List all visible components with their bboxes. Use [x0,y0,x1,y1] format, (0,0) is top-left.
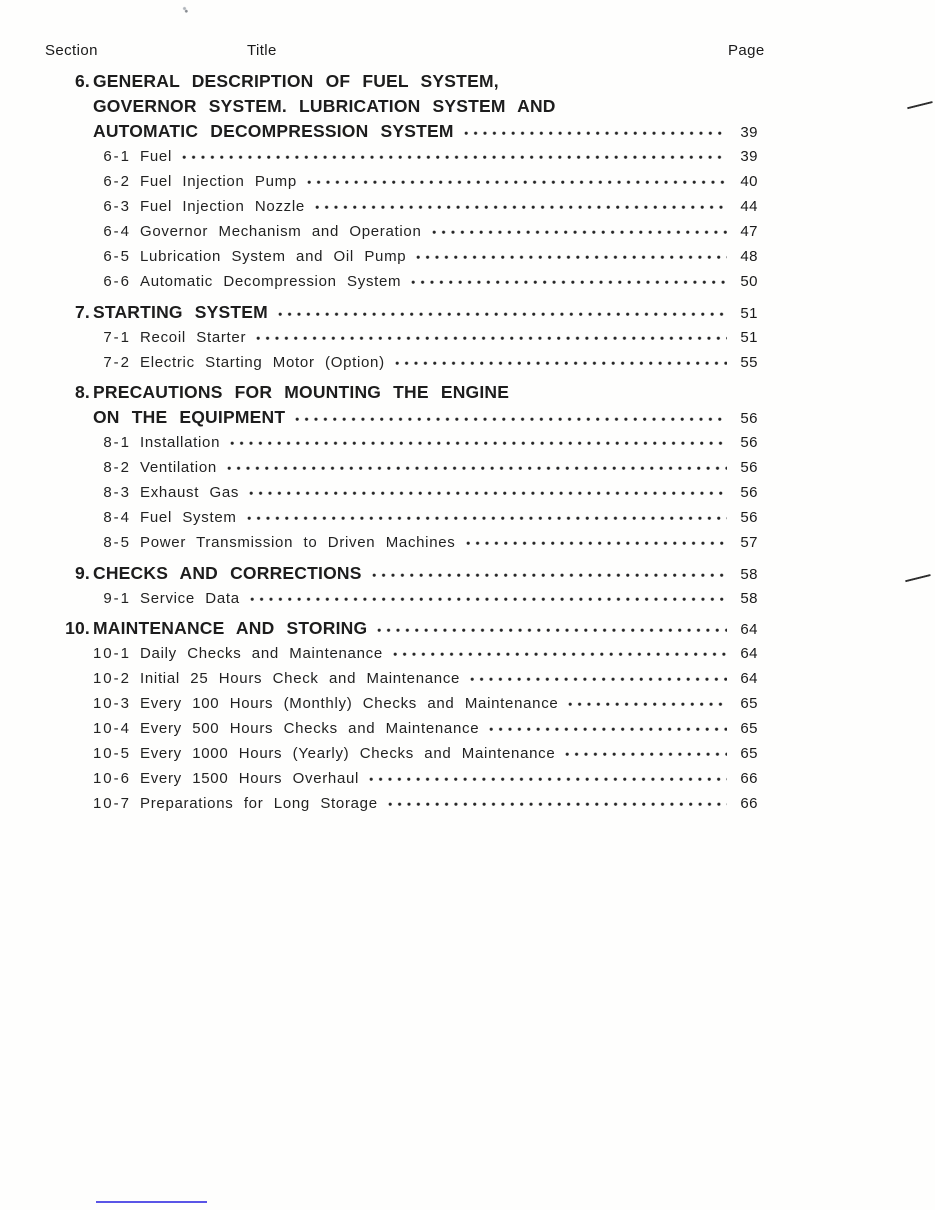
item-title: Installation [140,434,221,451]
page-number: 51 [740,328,758,346]
bottom-blue-underline [96,1201,207,1203]
toc-item [60,766,758,791]
page-number: 56 [740,509,758,526]
page-number: 40 [740,173,758,190]
item-number: 6-5 [103,248,131,265]
page-number: 58 [740,589,758,607]
item-title: Daily Checks and Maintenance [140,645,383,662]
section-title: GOVERNOR SYSTEM. LUBRICATION SYSTEM AND [93,96,556,116]
toc-item [60,350,758,375]
item-title: Initial 25 Hours Check and Maintenance [140,670,461,687]
section-title: MAINTENANCE AND STORING [93,618,368,638]
toc-item [60,325,758,350]
section-heading-line [60,119,758,144]
dot-leader [278,311,727,318]
section-number: 10. [65,618,90,638]
dot-leader [315,204,727,211]
section-title: PRECAUTIONS FOR MOUNTING THE ENGINE [93,382,510,402]
item-title: Ventilation [140,459,217,476]
column-header-section: Section [45,42,98,59]
toc-item [60,144,758,169]
item-number: 8-5 [103,534,131,551]
toc-item [60,219,758,244]
page-number: 58 [740,565,758,583]
dot-leader [393,651,727,658]
toc-item [60,169,758,194]
item-title: Every 1000 Hours (Yearly) Checks and Maintenance [140,745,556,762]
dot-leader [372,572,727,579]
page-number: 56 [740,410,758,427]
section-heading-line [60,69,758,94]
toc-item [60,505,758,530]
page-number: 50 [740,273,758,290]
page-number: 39 [740,124,758,141]
section-title: CHECKS AND CORRECTIONS [93,562,362,583]
toc-section-6 [60,69,758,294]
item-title: Recoil Starter [140,328,247,346]
toc-section-9 [60,561,758,611]
section-heading-line [60,300,758,325]
toc-item [60,741,758,766]
item-number: 7-2 [103,353,131,371]
section-heading-line [60,380,758,405]
item-title: Every 1500 Hours Overhaul [140,770,360,787]
item-number: 10-1 [92,645,131,662]
page-number: 51 [740,304,758,322]
column-header-title: Title [247,42,277,59]
toc-item [60,641,758,666]
dot-leader [182,154,727,161]
page-number: 66 [740,770,758,787]
item-number: 8-4 [103,509,131,526]
scan-speck-artifact [180,4,189,13]
item-title: Service Data [140,589,240,607]
toc-item [60,530,758,555]
toc-item [60,480,758,505]
item-number: 10-4 [92,720,131,737]
dot-leader [256,335,727,342]
dot-leader [230,440,727,447]
dot-leader [416,254,727,261]
page-number: 56 [740,484,758,501]
dot-leader [307,179,727,186]
section-heading-line [60,561,758,586]
page-number: 48 [740,248,758,265]
item-title: Exhaust Gas [140,484,240,501]
toc-item [60,194,758,219]
item-number: 8-2 [103,459,131,476]
item-title: Every 500 Hours Checks and Maintenance [140,720,480,737]
page-number: 65 [740,695,758,712]
item-title: Fuel [140,148,172,165]
section-number: 8. [75,382,90,402]
dot-leader [369,776,727,783]
toc-item [60,716,758,741]
dot-leader [466,540,728,547]
column-header-page: Page [728,42,765,59]
item-title: Power Transmission to Driven Machines [140,534,456,551]
toc-section-7 [60,300,758,375]
item-title: Lubrication System and Oil Pump [140,248,407,265]
page-number: 56 [740,434,758,451]
item-title: Automatic Decompression System [140,273,402,290]
item-number: 10-5 [92,745,131,762]
toc-item [60,244,758,269]
dot-leader [249,490,727,497]
section-heading-line [60,94,758,119]
item-number: 6-3 [103,198,131,215]
item-title: Governor Mechanism and Operation [140,223,422,240]
dot-leader [250,596,727,603]
dot-leader [470,676,727,683]
item-title: Fuel Injection Pump [140,173,297,190]
page-number: 47 [740,223,758,240]
dot-leader [565,751,727,758]
dot-leader [395,360,727,367]
section-title: AUTOMATIC DECOMPRESSION SYSTEM [93,121,454,141]
item-title: Fuel Injection Nozzle [140,198,305,215]
item-title: Every 100 Hours (Monthly) Checks and Maintenance [140,695,559,712]
item-number: 8-3 [103,484,131,501]
item-number: 6-2 [103,173,131,190]
dot-leader [295,416,727,423]
page-number: 56 [740,459,758,476]
section-title: ON THE EQUIPMENT [93,407,286,427]
section-title: GENERAL DESCRIPTION OF FUEL SYSTEM, [93,71,499,91]
toc-item [60,269,758,294]
toc-item [60,691,758,716]
item-number: 9-1 [103,589,131,607]
page-number: 44 [740,198,758,215]
toc-item [60,430,758,455]
dot-leader [411,279,727,286]
toc-item [60,791,758,816]
item-number: 8-1 [103,434,131,451]
item-number: 7-1 [103,328,131,346]
page-number: 64 [740,621,758,638]
dot-leader [247,515,727,522]
section-heading-line [60,616,758,641]
dot-leader [464,130,727,137]
dot-leader [568,701,727,708]
page-number: 57 [740,534,758,551]
toc-section-8 [60,380,758,555]
dot-leader [432,229,727,236]
section-number: 9. [75,562,90,583]
section-number: 7. [75,301,90,322]
dot-leader [377,627,727,634]
item-title: Preparations for Long Storage [140,795,378,812]
toc-item [60,666,758,691]
toc-item [60,586,758,611]
item-number: 10-7 [92,795,131,812]
item-title: Fuel System [140,509,237,526]
section-heading-line [60,405,758,430]
section-number: 6. [75,71,90,91]
dot-leader [388,801,727,808]
item-number: 6-1 [103,148,131,165]
dot-leader [227,465,727,472]
page-number: 65 [740,720,758,737]
item-title: Electric Starting Motor (Option) [140,353,385,371]
page-number: 39 [740,148,758,165]
item-number: 10-6 [92,770,131,787]
toc-section-10 [60,616,758,816]
section-title: STARTING SYSTEM [93,301,268,322]
table-of-contents [0,69,935,816]
item-number: 6-4 [103,223,131,240]
page-number: 55 [740,353,758,371]
toc-item [60,455,758,480]
page-number: 66 [740,795,758,812]
dot-leader [489,726,727,733]
item-number: 6-6 [103,273,131,290]
item-number: 10-3 [92,695,131,712]
page-number: 64 [740,670,758,687]
item-number: 10-2 [92,670,131,687]
page-number: 64 [740,645,758,662]
page-number: 65 [740,745,758,762]
